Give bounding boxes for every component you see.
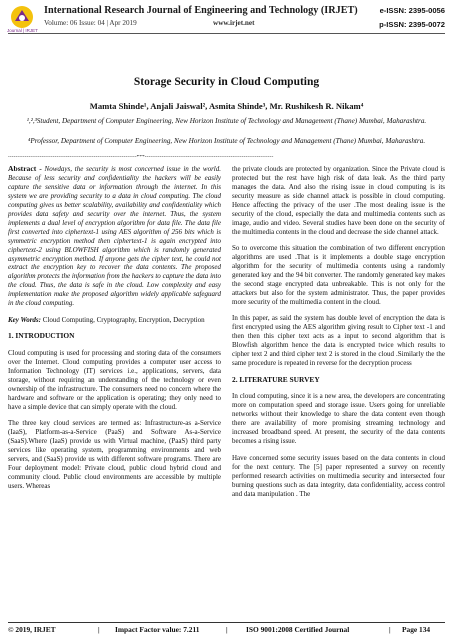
- footer-separator: |: [98, 625, 100, 634]
- abstract-label: Abstract -: [8, 164, 42, 173]
- affiliation-professor: ⁴Professor, Department of Computer Engineering, New Horizon Institute of Technology and Management (Thane) Mumbai, Maharashtra.: [27, 137, 426, 145]
- journal-header: [0, 0, 453, 34]
- pissn: p-ISSN: 2395-0072: [379, 20, 445, 29]
- footer-page-number: Page 134: [402, 625, 431, 634]
- keywords: [8, 316, 221, 325]
- footer-copyright: © 2019, IRJET: [8, 625, 56, 634]
- literature-paragraph-2: Have concerned some security issues based on the data contents in cloud for the next century. The [5] paper represented a survey on recently performed research activities on multimedia security and intersected four burning questions such as data integrity, data confidentiality, access control and data manipulation . The: [232, 453, 445, 498]
- intro-paragraph-2: The three key cloud services are termed as: Infrastructure-as a-Service (IaaS), Platform-as-a-Service (PaaS) and Software As-a-Service (SaaS).Where (IaaS) provide us with Virtual machine, (PaaS) third party services like operating system, programming environments and web servers, and (SaaS) provide us with different software programs. There are Four deployment model: Private cloud, public cloud hybrid cloud and community cloud. Public cloud environments are accessible by multiple users. Whereas: [8, 419, 221, 490]
- abstract-text: Nowdays, the security is most concerned issue in the world. Because of less security and confidentiality the hackers will be easily capture the sensitive data or information through the internet. In this system we are providing security to a data in cloud computing. The cloud computing gives us better scalability, availability and confidentiality which provides data safety and security over the internet. Thus, the system implements a dual level of encryption algorithm for data file. The data file first converted into ciphertext-1 using AES algorithm of 256 bits which is symmetric encryption method then ciphertext-1 is again encrypted into ciphertext-2 using BLOWFISH algorithm which is randomly generated asymmetric encryption method. If anyone gets the cipher text, he could not extract the encryption key to recover the data contents. The proposed algorithm protects the information from the hackers to capture the data into the cloud. Thus, the data is safe in the cloud. Low complexity and easy implementation make the proposed algorithm widely applicable safeguard in the cloud computing.: [8, 165, 222, 308]
- intro-paragraph-4: So to overcome this situation the combination of two different encryption algorithms are used .That is it implements a double stage encryption algorithm for the security of multimedia contents using a randomly generated key and the 94 bit converter. The randomly generated key makes the second stage encrypted data unbreakable. This is not only for the attackers but also for the system administrator. Thus, the paper provides more security of the multimedia content in the cloud.: [232, 244, 445, 306]
- footer-divider: [8, 622, 445, 623]
- irjet-logo-icon: [10, 5, 34, 29]
- keywords-label: Key Words:: [8, 315, 41, 324]
- paper-title: Storage Security in Cloud Computing: [133, 76, 320, 88]
- footer-impact-factor: Impact Factor value: 7.211: [115, 625, 200, 634]
- intro-paragraph-5: In this paper, as said the system has double level of encryption the data is first encrypted using the AES algorithm giving result to Cipher text -1 and then then this cipher text acts as a input to second algorithm that is Blowfish algorithm hence the data is encrypted twice which results to cipher text 2 and third cipher text 2 is stored in the cloud .Similarly the the same procedure is repeated in reverse for the decryption process: [232, 314, 445, 368]
- intro-paragraph-1: Cloud computing is used for processing and storing data of the consumers over the Internet. Cloud computing provides a computer user access to Information Technology (IT) services i.e., applications, servers, data storage, without requiring an understanding of the technology or even ownership of the infrastructure. The consumers need no concern where the hardware and software or the application is operating; they only need to have a simple device that can simply operate with the cloud.: [8, 349, 221, 411]
- logo-tagline: Journal | IRJET: [7, 28, 38, 33]
- footer-separator: |: [226, 625, 228, 634]
- heading-introduction: 1. INTRODUCTION: [8, 331, 75, 341]
- abstract: [8, 165, 221, 308]
- intro-paragraph-3: the private clouds are protected by organization. Since the Private cloud is protected but the rest have high risk of data leak. As the third party manages the data. And also the rising issue in cloud computing is its security measure as side channel attack is possible in cloud computing. Hence affecting the privacy of the user .The most dealing issue is the security of the cloud, especially the data and multimedia contents such as image, audio and video. Several studies have been done on the security of the multimedia contents in the cloud and decrease the side channel attack.: [232, 165, 445, 236]
- literature-paragraph-1: In cloud computing, since it is a new area, the developers are concentrating more on computation speed and storage issue. Users going for unreliable networks without their knowledge to share the data content even though there are availability of more promising streaming technology and increased broadband speed. At present, the security of the data contents becomes a rising issue.: [232, 392, 445, 446]
- right-column: [232, 165, 445, 506]
- left-column: [8, 165, 221, 498]
- footer-separator: |: [389, 625, 391, 634]
- eissn: e-ISSN: 2395-0056: [379, 6, 445, 15]
- header-divider: [8, 33, 445, 34]
- paper-authors: Mamta Shinde¹, Anjali Jaiswal², Asmita Shinde³, Mr. Rushikesh R. Nikam⁴: [89, 101, 364, 111]
- journal-title: International Research Journal of Engineering and Technology (IRJET): [44, 5, 358, 16]
- heading-literature-survey: 2. LITERATURE SURVEY: [232, 374, 320, 384]
- affiliation-students: ¹,²,³Student, Department of Computer Engineering, New Horizon Institute of Technology and Management (Thane) Mumbai, Maharashtra.: [26, 117, 427, 125]
- journal-website: www.irjet.net: [213, 19, 255, 27]
- keywords-text: Cloud Computing, Cryptography, Encryption, Decryption: [41, 315, 205, 324]
- section-separator: ---------------------------------------------------------------------***---------------------------------------------------------------------: [8, 155, 274, 160]
- volume-label: Volume: 06 Issue: 04 | Apr 2019: [44, 19, 137, 27]
- footer-iso: ISO 9001:2008 Certified Journal: [246, 625, 350, 634]
